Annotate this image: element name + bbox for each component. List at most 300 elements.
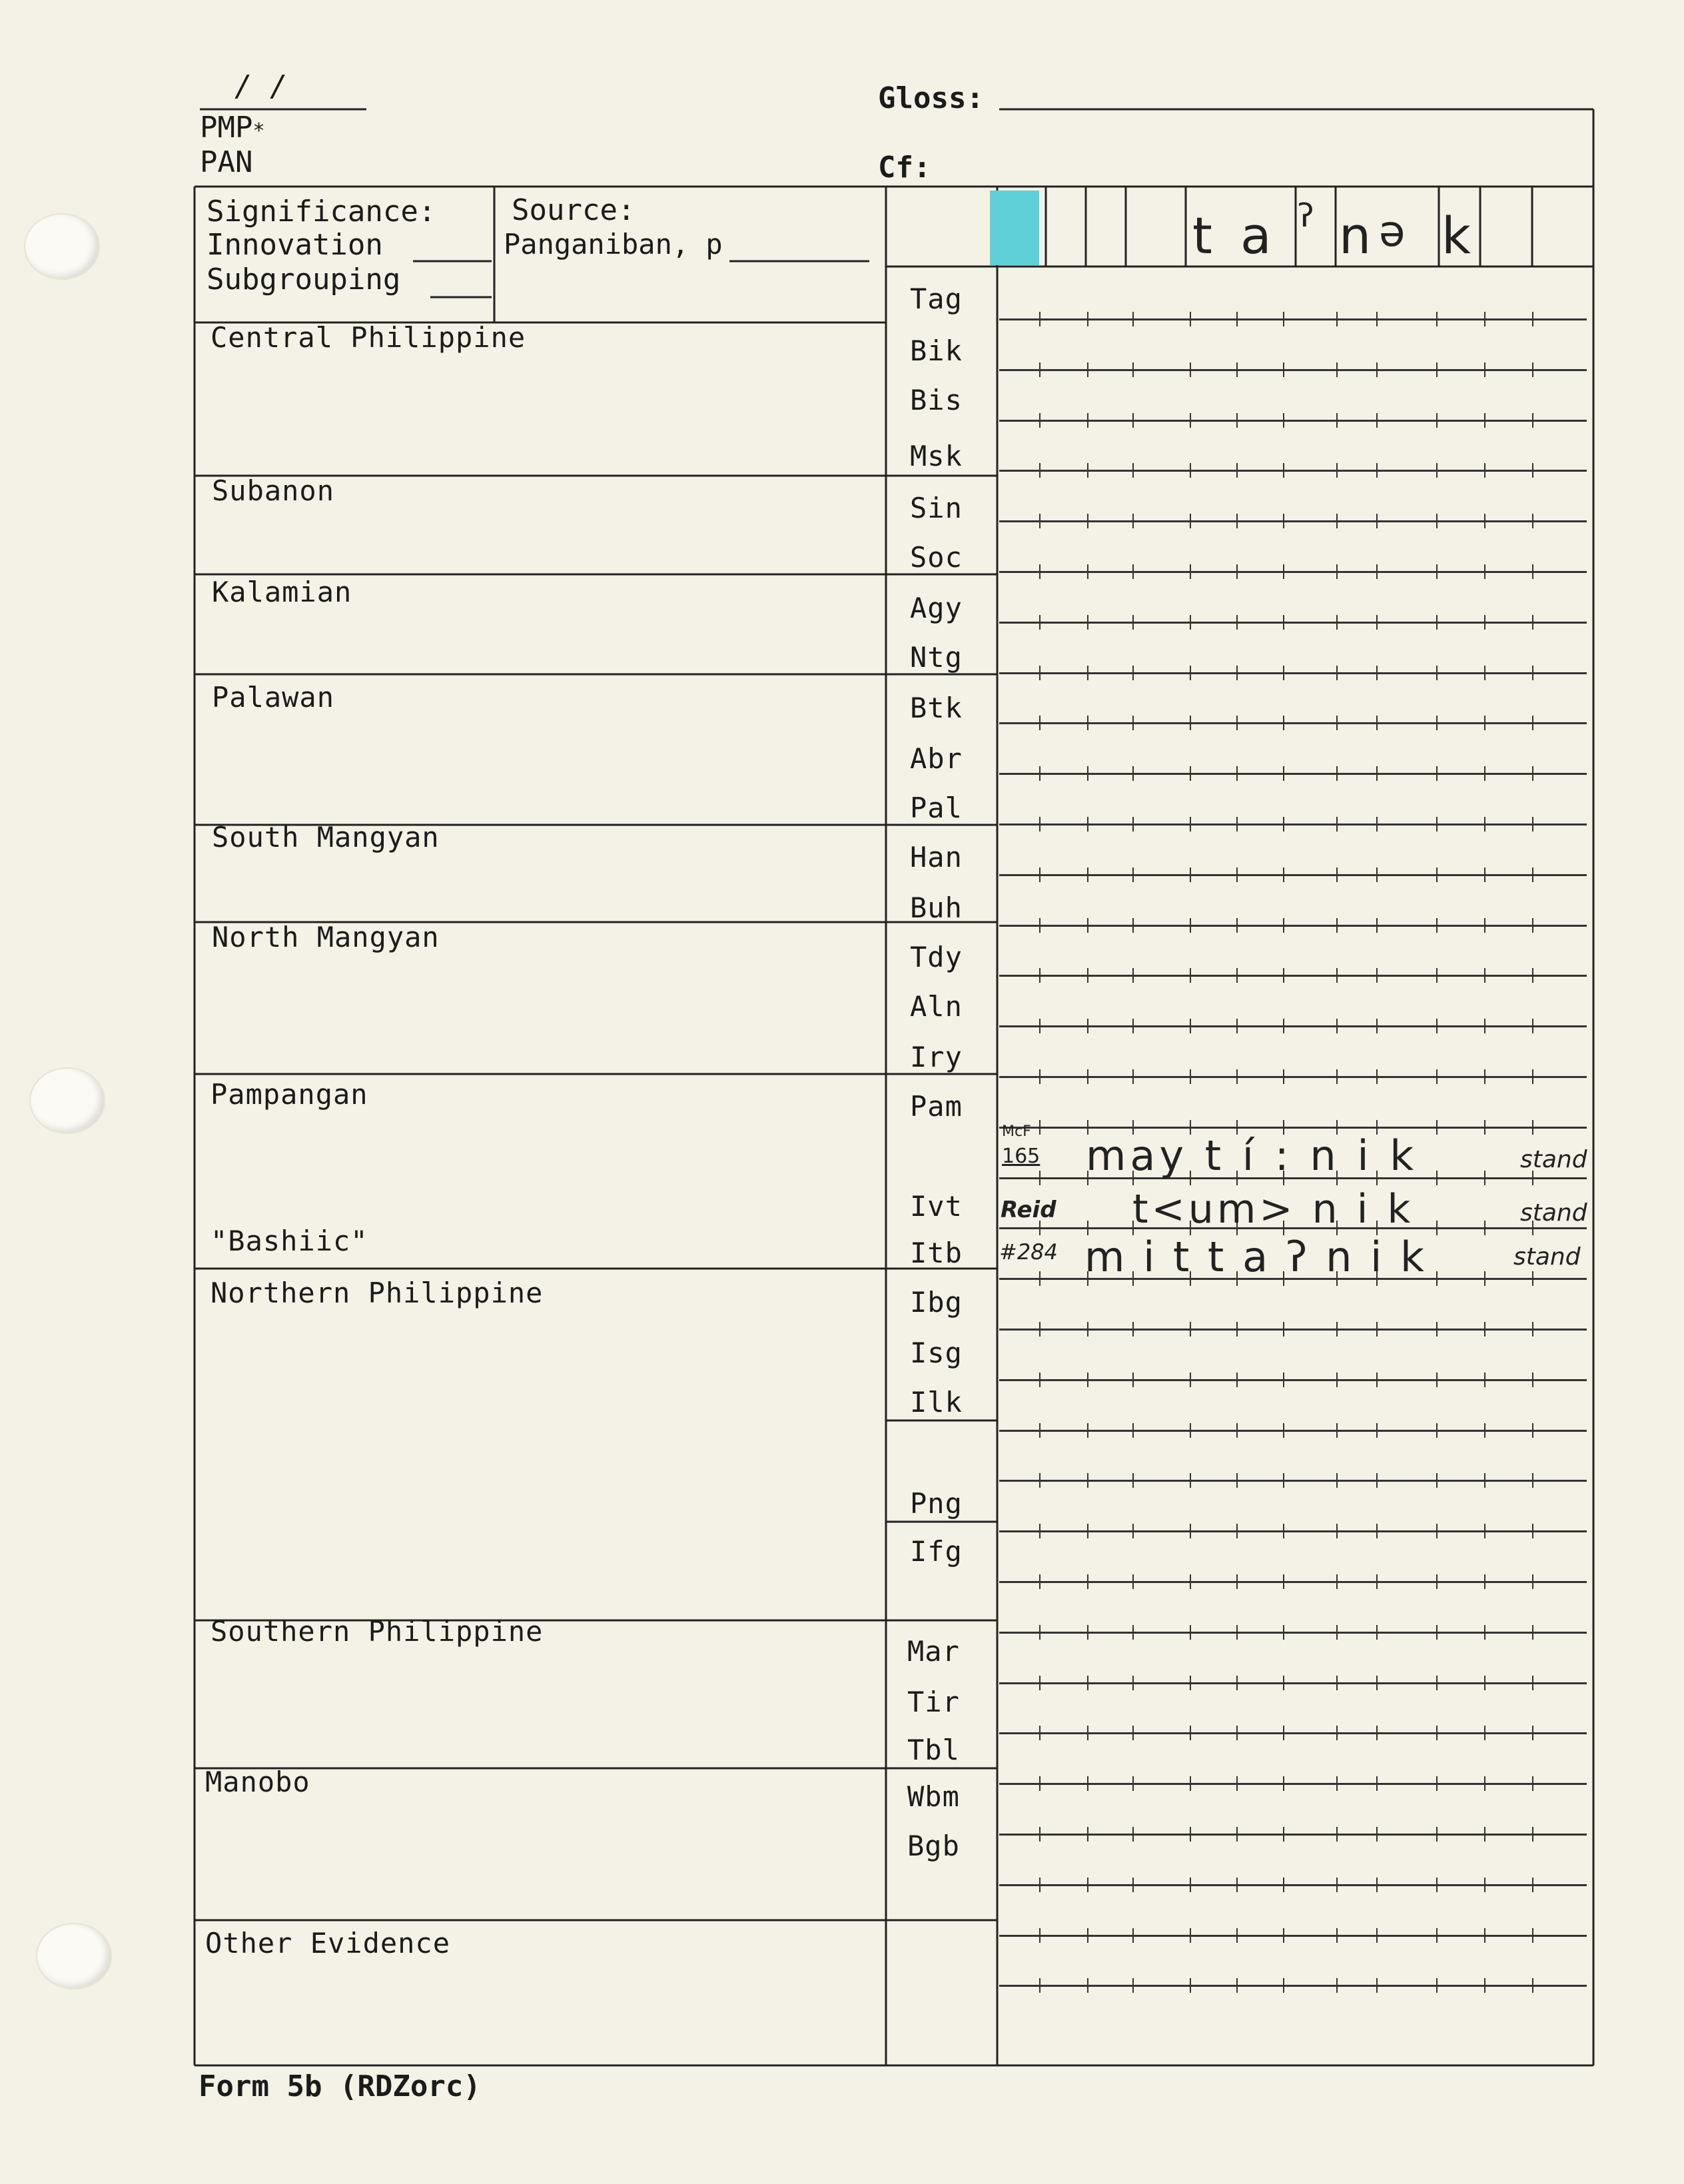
tick-mark [1132, 1676, 1134, 1690]
tick-mark [1436, 1928, 1438, 1943]
tick-mark [1484, 413, 1485, 428]
tick-mark [1484, 1625, 1485, 1640]
tick-mark [1236, 362, 1238, 377]
lang-ivt: Ivt [910, 1190, 963, 1223]
tick-mark [1436, 867, 1438, 882]
lang-agy: Agy [910, 592, 963, 624]
tick-mark [1236, 1625, 1238, 1640]
tick-mark [1039, 1978, 1041, 1993]
tick-mark [1087, 817, 1088, 831]
tick-mark [1236, 312, 1238, 326]
tick-mark [1532, 1878, 1533, 1892]
lang-mar: Mar [907, 1635, 960, 1668]
tick-mark [1532, 1676, 1533, 1690]
tick-mark [1190, 514, 1191, 528]
tick-mark [1376, 1878, 1378, 1892]
tick-mark [1436, 766, 1438, 781]
entry-row-2 [999, 1179, 1585, 1233]
tick-mark [1190, 1574, 1191, 1589]
tick-mark [1532, 1069, 1533, 1084]
tick-mark [1132, 1069, 1134, 1084]
tick-mark [1532, 817, 1533, 831]
tick-mark [1283, 716, 1284, 730]
tick-mark [1087, 1676, 1088, 1690]
tick-mark [1436, 564, 1438, 579]
tick-mark [1336, 514, 1338, 528]
tick-mark [1236, 817, 1238, 831]
tick-mark [1190, 666, 1191, 680]
tick-mark [1190, 1676, 1191, 1690]
lang-tir: Tir [907, 1686, 960, 1718]
lang-bgb: Bgb [907, 1830, 960, 1862]
tick-mark [1376, 918, 1378, 933]
tick-mark [1283, 1372, 1284, 1387]
tick-mark [1236, 1827, 1238, 1842]
tick-mark [1236, 413, 1238, 428]
entry-form-2: t<um> n i k [1132, 1186, 1414, 1233]
tick-mark [1283, 1928, 1284, 1943]
tick-mark [1039, 1423, 1041, 1438]
tick-mark [1190, 1524, 1191, 1538]
tick-mark [1376, 1423, 1378, 1438]
tick-mark [1532, 766, 1533, 781]
tick-mark [1190, 1423, 1191, 1438]
tick-mark [1087, 413, 1088, 428]
tick-mark [1236, 918, 1238, 933]
tick-mark [1532, 1423, 1533, 1438]
tick-mark [1532, 615, 1533, 630]
tick-mark [1484, 1322, 1485, 1337]
tick-mark [1376, 1776, 1378, 1791]
tick-mark [1436, 463, 1438, 478]
tick-mark [1532, 1776, 1533, 1791]
tick-mark [1532, 716, 1533, 730]
tick-mark [1436, 716, 1438, 730]
tick-mark [1087, 1524, 1088, 1538]
tick-mark [1190, 362, 1191, 377]
tick-mark [1087, 463, 1088, 478]
tick-mark [1236, 514, 1238, 528]
group-northern-philippine: Northern Philippine [210, 1277, 544, 1309]
tick-mark [1190, 1069, 1191, 1084]
entry-ref-3: #284 [999, 1239, 1058, 1265]
tick-mark [1039, 918, 1041, 933]
tick-mark [1236, 1574, 1238, 1589]
tick-mark [1436, 1069, 1438, 1084]
tick-mark [1376, 312, 1378, 326]
tick-mark [1132, 463, 1134, 478]
tick-mark [1484, 968, 1485, 983]
tick-mark [1236, 1978, 1238, 1993]
group-southern-philippine: Southern Philippine [210, 1615, 544, 1648]
tick-mark [1236, 1019, 1238, 1033]
tick-mark [1132, 1372, 1134, 1387]
tick-mark [1039, 968, 1041, 983]
tick-mark [1336, 1878, 1338, 1892]
tick-mark [1087, 1019, 1088, 1033]
tick-mark [1039, 1322, 1041, 1337]
tick-mark [1376, 1625, 1378, 1640]
tick-mark [1132, 1625, 1134, 1640]
tick-mark [1132, 564, 1134, 579]
tick-mark [1039, 1625, 1041, 1640]
tick-mark [1039, 1473, 1041, 1488]
tick-mark [1283, 918, 1284, 933]
tick-mark [1132, 1776, 1134, 1791]
gloss-label: Gloss: [878, 81, 984, 115]
tick-mark [1087, 1878, 1088, 1892]
tick-mark [1190, 312, 1191, 326]
tick-mark [1336, 1019, 1338, 1033]
tick-mark [1532, 1827, 1533, 1842]
tick-mark [1376, 1524, 1378, 1538]
recon-seg-3: ʔ [1298, 197, 1314, 235]
source-label: Source: [512, 193, 635, 227]
tick-mark [1376, 968, 1378, 983]
tick-mark [1039, 666, 1041, 680]
tick-mark [1436, 1625, 1438, 1640]
lang-soc: Soc [910, 541, 963, 574]
tick-mark [1087, 1827, 1088, 1842]
tick-mark [1087, 1625, 1088, 1640]
entry-form-3: m i t t a ʔ n i k [1084, 1233, 1427, 1281]
tick-mark [1283, 867, 1284, 882]
tick-mark [1087, 615, 1088, 630]
tick-mark [1087, 1928, 1088, 1943]
tick-mark [1376, 615, 1378, 630]
group-bashiic: "Bashiic" [210, 1225, 368, 1257]
tick-mark [1336, 463, 1338, 478]
tick-mark [1039, 463, 1041, 478]
tick-mark [1336, 1676, 1338, 1690]
tick-mark [1283, 1625, 1284, 1640]
tick-mark [1336, 1978, 1338, 1993]
tick-mark [1532, 1322, 1533, 1337]
tick-mark [1436, 968, 1438, 983]
entry-gloss-3: stand [1513, 1243, 1581, 1271]
pmp-slashes: / / [234, 69, 288, 103]
tick-mark [1532, 1524, 1533, 1538]
lang-isg: Isg [910, 1337, 963, 1369]
tick-mark [1087, 1372, 1088, 1387]
tick-mark [1336, 362, 1338, 377]
tick-mark [1039, 1574, 1041, 1589]
tick-mark [1190, 1878, 1191, 1892]
tick-mark [1132, 1726, 1134, 1740]
tick-mark [1039, 1928, 1041, 1943]
tick-mark [1484, 1372, 1485, 1387]
tick-mark [1283, 362, 1284, 377]
tick-mark [1283, 1069, 1284, 1084]
tick-mark [1132, 716, 1134, 730]
lang-bik: Bik [910, 334, 963, 367]
tick-mark [1336, 1423, 1338, 1438]
tick-mark [1132, 615, 1134, 630]
tick-mark [1484, 463, 1485, 478]
tick-mark [1532, 918, 1533, 933]
pan-label: PAN [200, 145, 253, 179]
tick-mark [1132, 1322, 1134, 1337]
tick-mark [1484, 666, 1485, 680]
tick-mark [1436, 413, 1438, 428]
entry-row-3 [999, 1233, 1585, 1286]
tick-mark [1283, 1726, 1284, 1740]
tick-mark [1336, 1726, 1338, 1740]
tick-mark [1039, 1726, 1041, 1740]
group-other-evidence: Other Evidence [205, 1927, 451, 1959]
tick-mark [1087, 968, 1088, 983]
tick-mark [1376, 1928, 1378, 1943]
subgrouping-label: Subgrouping [207, 263, 401, 296]
tick-mark [1039, 362, 1041, 377]
group-central-philippine: Central Philippine [210, 321, 526, 354]
tick-mark [1087, 1574, 1088, 1589]
tick-mark [1436, 1726, 1438, 1740]
tick-mark [1236, 968, 1238, 983]
tick-mark [1190, 1776, 1191, 1791]
tick-mark [1484, 514, 1485, 528]
entry-gloss-2: stand [1520, 1199, 1587, 1227]
tick-mark [1087, 1322, 1088, 1337]
tick-mark [1376, 362, 1378, 377]
lang-tbl: Tbl [907, 1734, 960, 1766]
lang-sin: Sin [910, 492, 963, 524]
tick-mark [1087, 564, 1088, 579]
tick-mark [1190, 1726, 1191, 1740]
tick-mark [1190, 1928, 1191, 1943]
tick-mark [1436, 1524, 1438, 1538]
tick-mark [1283, 1676, 1284, 1690]
entry-ref-2: Reid [1001, 1197, 1056, 1223]
tick-mark [1484, 817, 1485, 831]
group-manobo: Manobo [205, 1766, 310, 1798]
tick-mark [1190, 918, 1191, 933]
tick-mark [1484, 918, 1485, 933]
tick-mark [1376, 514, 1378, 528]
tick-mark [1484, 1878, 1485, 1892]
tick-mark [1190, 1372, 1191, 1387]
lang-png: Png [910, 1487, 963, 1520]
tick-mark [1236, 1776, 1238, 1791]
tick-mark [1087, 1726, 1088, 1740]
tick-mark [1376, 1069, 1378, 1084]
lang-aln: Aln [910, 990, 963, 1023]
tick-mark [1283, 1776, 1284, 1791]
tick-mark [1236, 463, 1238, 478]
tick-mark [1087, 918, 1088, 933]
tick-mark [1484, 1676, 1485, 1690]
tick-mark [1436, 1019, 1438, 1033]
group-kalamian: Kalamian [212, 576, 352, 608]
tick-mark [1039, 817, 1041, 831]
cf-label: Cf: [878, 151, 931, 185]
tick-mark [1336, 413, 1338, 428]
tick-mark [1484, 1019, 1485, 1033]
tick-mark [1336, 1928, 1338, 1943]
pmp-text: PMP [200, 111, 253, 145]
tick-mark [1132, 968, 1134, 983]
tick-mark [1039, 1019, 1041, 1033]
tick-mark [1336, 1069, 1338, 1084]
tick-mark [1190, 615, 1191, 630]
tick-mark [1436, 1322, 1438, 1337]
tick-mark [1087, 1978, 1088, 1993]
tick-mark [1236, 1069, 1238, 1084]
tick-mark [1436, 362, 1438, 377]
tick-mark [1132, 666, 1134, 680]
tick-mark [1336, 1776, 1338, 1791]
tick-mark [1236, 766, 1238, 781]
tick-mark [1132, 1827, 1134, 1842]
tick-mark [1087, 1069, 1088, 1084]
tick-mark [1087, 1776, 1088, 1791]
tick-mark [1132, 1019, 1134, 1033]
tick-mark [1336, 968, 1338, 983]
tick-mark [1532, 1928, 1533, 1943]
tick-mark [1484, 867, 1485, 882]
tick-mark [1532, 413, 1533, 428]
lang-itb: Itb [910, 1237, 963, 1269]
tick-mark [1236, 1928, 1238, 1943]
tick-mark [1532, 514, 1533, 528]
tick-mark [1436, 1776, 1438, 1791]
entry-gloss-1: stand [1520, 1146, 1587, 1173]
tick-mark [1236, 1726, 1238, 1740]
tick-mark [1283, 463, 1284, 478]
pmp-label [200, 113, 265, 143]
tick-mark [1336, 1524, 1338, 1538]
tick-mark [1039, 615, 1041, 630]
tick-mark [1190, 1019, 1191, 1033]
tick-mark [1336, 817, 1338, 831]
lang-ntg: Ntg [910, 641, 963, 674]
tick-mark [1087, 514, 1088, 528]
tick-mark [1484, 1776, 1485, 1791]
tick-mark [1436, 1676, 1438, 1690]
tick-mark [1190, 766, 1191, 781]
tick-mark [1039, 1878, 1041, 1892]
tick-mark [1190, 564, 1191, 579]
tick-mark [1236, 716, 1238, 730]
tick-mark [1376, 817, 1378, 831]
lang-msk: Msk [910, 440, 963, 472]
tick-mark [1484, 312, 1485, 326]
tick-mark [1532, 1625, 1533, 1640]
tick-mark [1236, 1372, 1238, 1387]
tick-mark [1039, 564, 1041, 579]
tick-mark [1132, 867, 1134, 882]
tick-mark [1376, 666, 1378, 680]
lang-tdy: Tdy [910, 941, 963, 973]
lang-han: Han [910, 841, 963, 873]
lang-ilk: Ilk [910, 1386, 963, 1418]
tick-mark [1283, 564, 1284, 579]
tick-mark [1336, 615, 1338, 630]
tick-mark [1039, 312, 1041, 326]
entry-ref-1: 165 [1002, 1145, 1041, 1168]
tick-mark [1039, 514, 1041, 528]
form-footer: Form 5b (RDZorc) [199, 2069, 481, 2103]
tick-mark [1039, 716, 1041, 730]
significance-title: Significance: [207, 195, 436, 229]
tick-mark [1283, 1019, 1284, 1033]
highlight-cell [990, 191, 1039, 265]
tick-mark [1336, 1827, 1338, 1842]
tick-mark [1436, 1372, 1438, 1387]
lang-btk: Btk [910, 692, 963, 724]
tick-mark [1484, 1473, 1485, 1488]
tick-mark [1236, 1322, 1238, 1337]
tick-mark [1376, 1019, 1378, 1033]
tick-mark [1436, 666, 1438, 680]
tick-mark [1132, 362, 1134, 377]
tick-mark [1484, 615, 1485, 630]
tick-mark [1283, 1322, 1284, 1337]
tick-mark [1236, 666, 1238, 680]
tick-mark [1532, 666, 1533, 680]
tick-mark [1376, 1322, 1378, 1337]
tick-mark [1039, 1827, 1041, 1842]
tick-mark [1190, 968, 1191, 983]
tick-mark [1087, 362, 1088, 377]
tick-mark [1283, 1878, 1284, 1892]
tick-mark [1039, 867, 1041, 882]
tick-mark [1236, 615, 1238, 630]
group-palawan: Palawan [212, 681, 335, 714]
tick-mark [1190, 1473, 1191, 1488]
tick-mark [1436, 615, 1438, 630]
tick-mark [1190, 817, 1191, 831]
tick-mark [1132, 1928, 1134, 1943]
tick-mark [1283, 968, 1284, 983]
tick-mark [1336, 867, 1338, 882]
tick-mark [1436, 1827, 1438, 1842]
asterisk-icon: * [252, 119, 265, 143]
tick-mark [1190, 1978, 1191, 1993]
recon-seg-4: n [1339, 206, 1372, 265]
tick-mark [1283, 413, 1284, 428]
tick-mark [1132, 1524, 1134, 1538]
tick-mark [1376, 1372, 1378, 1387]
tick-mark [1336, 666, 1338, 680]
tick-mark [1283, 615, 1284, 630]
tick-mark [1376, 867, 1378, 882]
tick-mark [1132, 514, 1134, 528]
tick-mark [1436, 1423, 1438, 1438]
tick-mark [1039, 1069, 1041, 1084]
tick-mark [1283, 312, 1284, 326]
tick-mark [1376, 766, 1378, 781]
recon-seg-2: a [1240, 206, 1272, 265]
tick-mark [1236, 1878, 1238, 1892]
lang-pal: Pal [910, 792, 963, 824]
tick-mark [1532, 1726, 1533, 1740]
tick-mark [1132, 1423, 1134, 1438]
tick-mark [1132, 1978, 1134, 1993]
recon-seg-5: ə [1379, 207, 1406, 257]
tick-mark [1376, 564, 1378, 579]
tick-mark [1376, 1676, 1378, 1690]
tick-mark [1087, 312, 1088, 326]
lang-ifg: Ifg [910, 1535, 963, 1568]
tick-mark [1236, 1524, 1238, 1538]
lang-buh: Buh [910, 891, 963, 924]
tick-mark [1132, 413, 1134, 428]
tick-mark [1484, 1423, 1485, 1438]
tick-mark [1376, 463, 1378, 478]
tick-mark [1039, 1524, 1041, 1538]
tick-mark [1283, 766, 1284, 781]
